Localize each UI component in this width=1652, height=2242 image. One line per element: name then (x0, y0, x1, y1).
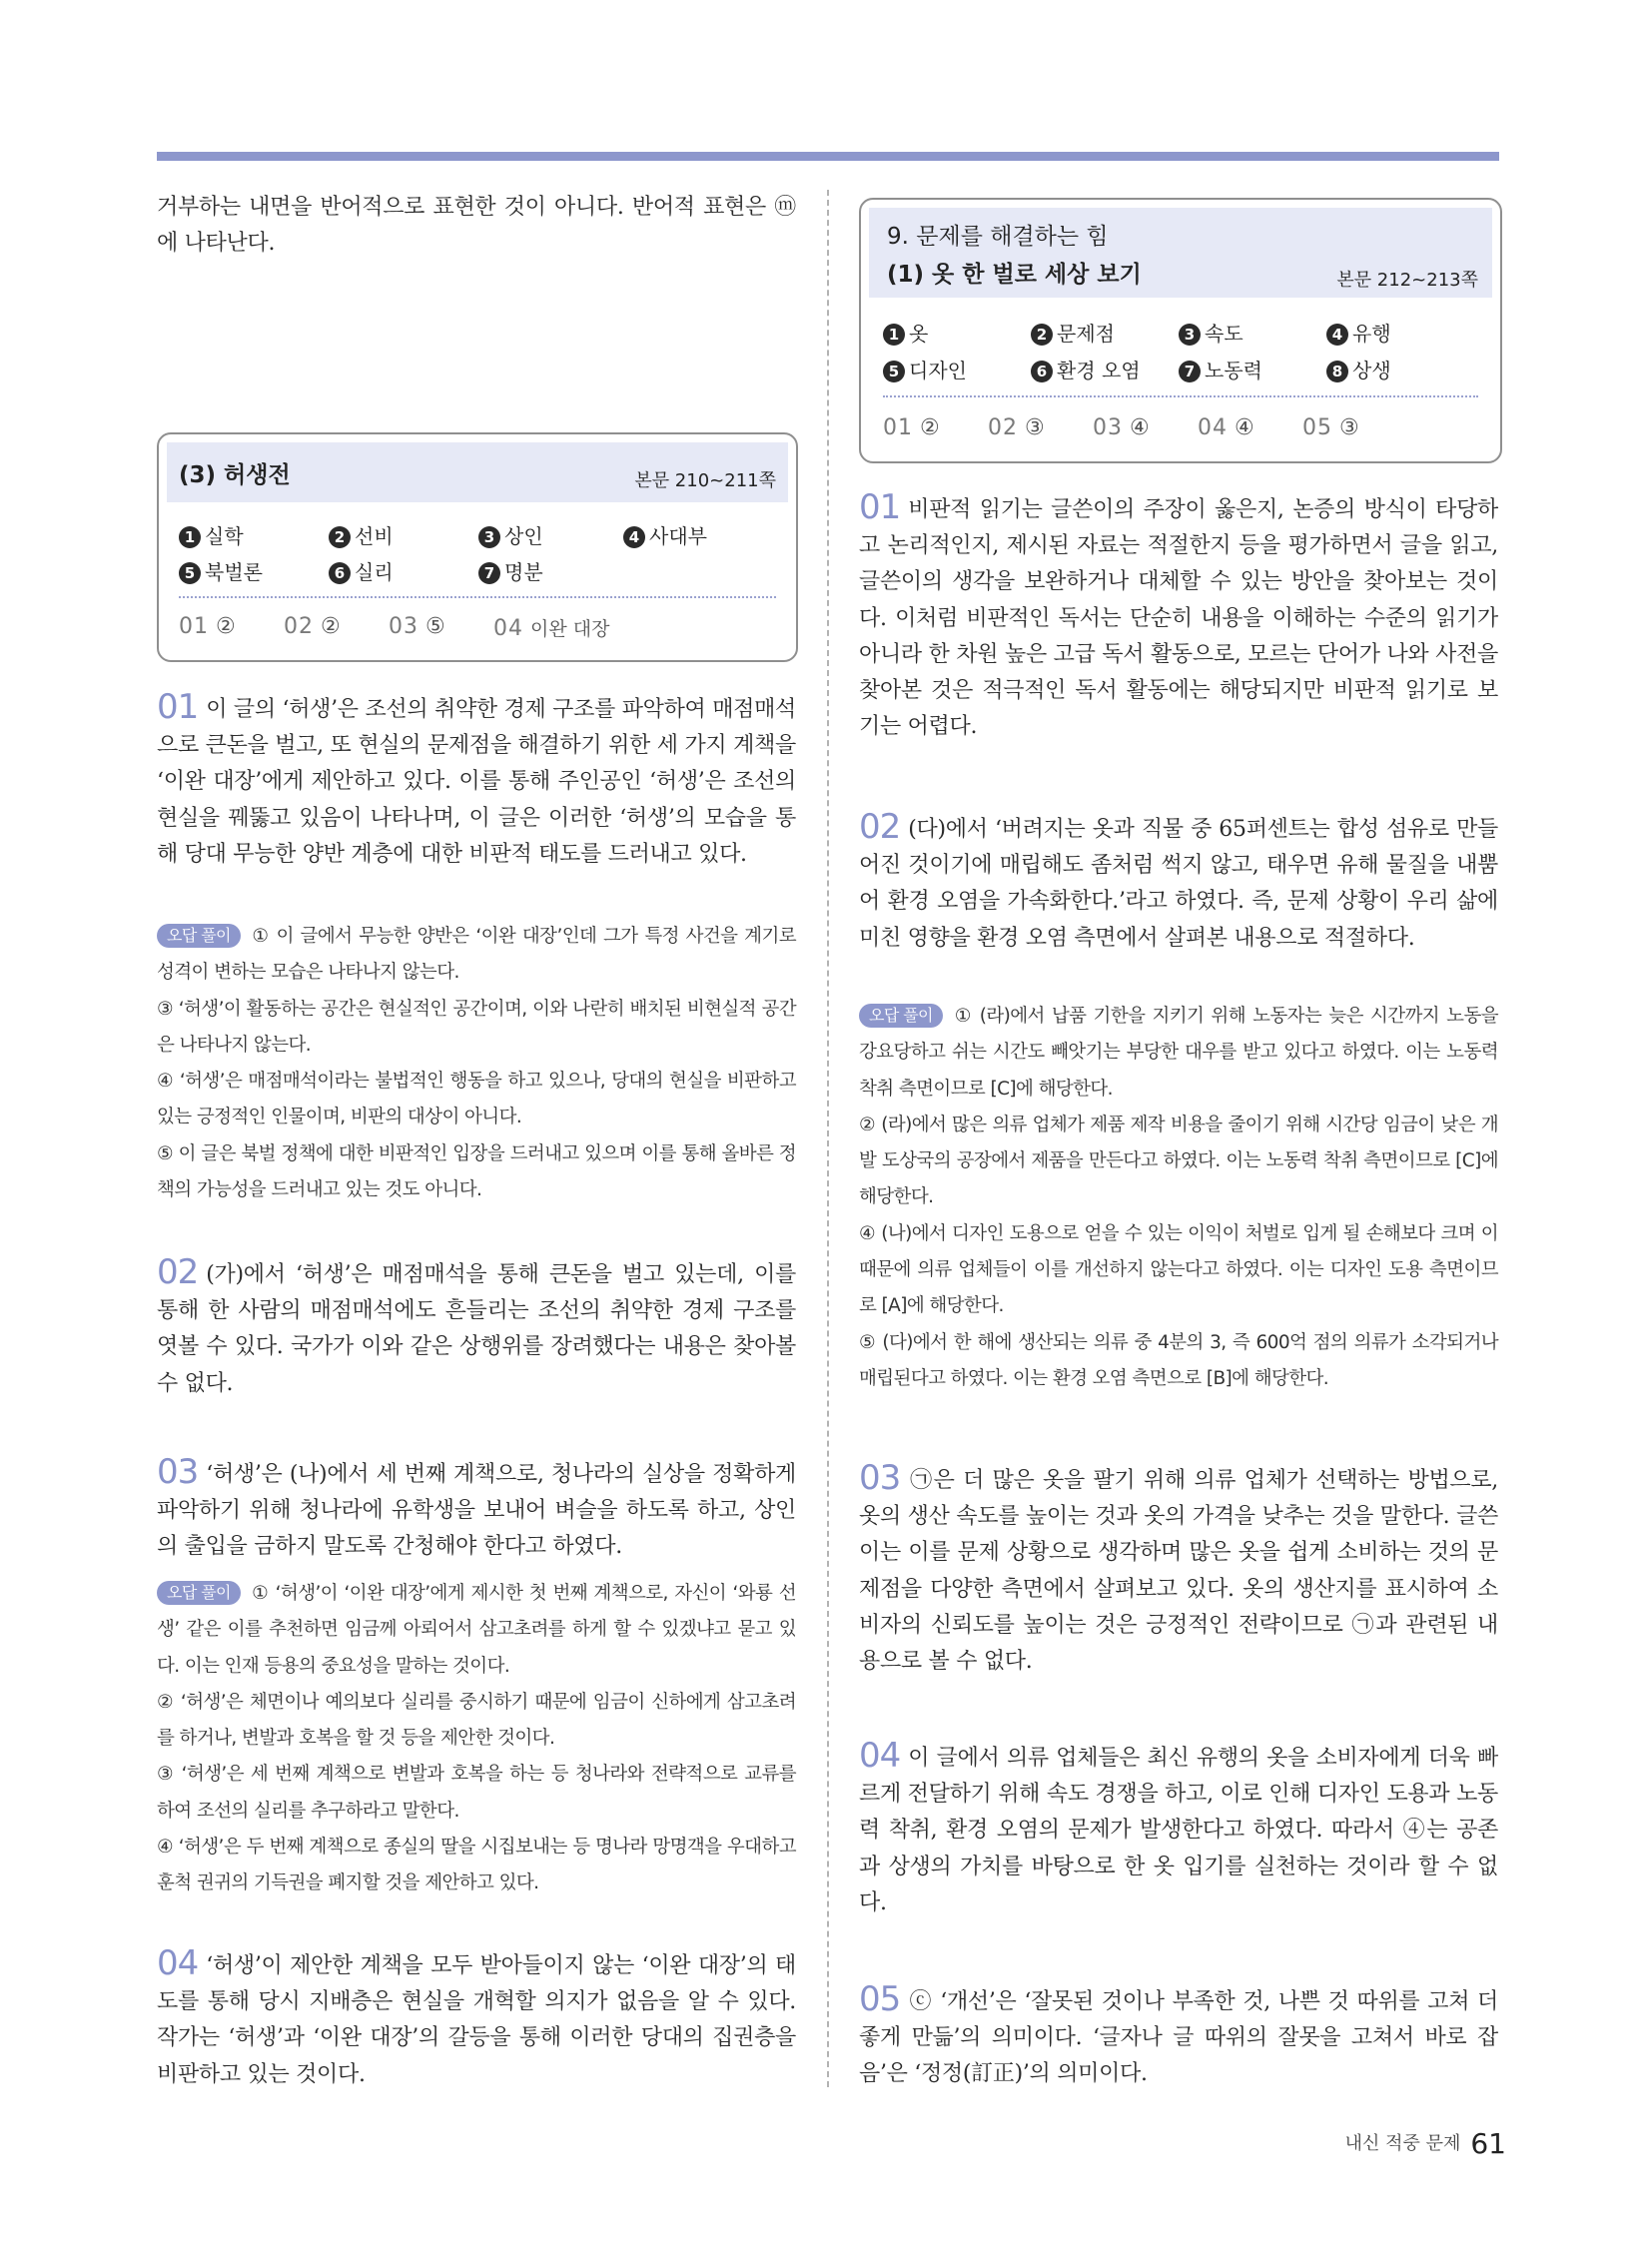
box-page-ref: 본문 210~211쪽 (634, 470, 776, 491)
wrong-answer-badge: 오답 풀이 (157, 1581, 241, 1605)
question-number: 03 (859, 1458, 901, 1498)
number-3-icon: 3 (1179, 324, 1201, 346)
box-page-ref: 본문 212~213쪽 (1336, 270, 1478, 291)
page-number: 61 (1470, 2127, 1506, 2160)
keyword-7: 7 노동력 (1179, 355, 1262, 383)
number-2-icon: 2 (1031, 324, 1053, 346)
left-q01: 01 이 글의 ‘허생’은 조선의 취약한 경제 구조를 파악하여 매점매석으로 큰돈을 벌고, 또 현실의 문제점을 해결하기 위한 세 가지 계책을 ‘이완 대장’에게 제안하고 있다. 이를 통해 주인공인 ‘허생’은 조선의 현실을 꿰뚫고 있음이 나타나며, 이 글은 이러한 ‘허생’의 모습을 통해 당대 무능한 양반 계층에 대한 비판적 태도를 드러내고 있다. (157, 687, 796, 867)
keyword-6: 6 환경 오염 (1031, 355, 1141, 383)
keyword-4: 4 사대부 (623, 520, 707, 549)
number-3-icon: 3 (478, 526, 500, 548)
answer-01: 01 ② (179, 614, 236, 639)
answer-box-clothes (859, 198, 1502, 463)
keyword-5: 5 디자인 (883, 355, 967, 383)
keyword-6: 6 실리 (329, 556, 394, 585)
keyword-1: 1 옷 (883, 318, 928, 347)
number-4-icon: 4 (1326, 324, 1348, 346)
answer-02: 02 ③ (988, 415, 1045, 440)
number-5-icon: 5 (883, 361, 905, 382)
keyword-2: 2 문제점 (1031, 318, 1115, 347)
answer-01: 01 ② (883, 415, 940, 440)
question-number: 03 (157, 1452, 199, 1492)
number-7-icon: 7 (478, 562, 500, 584)
right-q02-explanation: 오답 풀이 ① (라)에서 납품 기한을 지키기 위해 노동자는 늦은 시간까지 노동을 강요당하고 쉬는 시간도 빼앗기는 부당한 대우를 받고 있다고 하였다. 이는 노동력 착취 측면이므로 [C]에 해당한다. ② (라)에서 많은 의류 업체가 제품 제작 비용을 줄이기 위해 시간당 임금이 낮은 개발 도상국의 공장에서 제품을 만든다고 하였다. 이는 노동력 착취 측면이므로 [C]에 해당한다. ④ (나)에서 디자인 도용으로 얻을 수 있는 이익이 처벌로 입게 될 손해보다 크며 이 때문에 의류 업체들이 이를 개선하지 않는다고 하였다. 이는 디자인 도용 측면이므로 [A]에 해당한다. ⑤ (다)에서 한 해에 생산되는 의류 중 4분의 3, 즉 600억 점의 의류가 소각되거나 매립된다고 하였다. 이는 환경 오염 측면으로 [B]에 해당한다. (859, 1006, 1498, 1389)
keyword-3: 3 속도 (1179, 318, 1243, 347)
keyword-4: 4 유행 (1326, 318, 1391, 347)
left-q04: 04 ‘허생’이 제안한 계책을 모두 받아들이지 않는 ‘이완 대장’의 태도를 통해 당시 지배층은 현실을 개혁할 의지가 없음을 알 수 있다. 작가는 ‘허생’과 ‘이완 대장’의 갈등을 통해 이러한 당대의 집권층을 비판하고 있는 것이다. (157, 1943, 796, 2087)
number-1-icon: 1 (179, 526, 201, 548)
question-number: 01 (859, 487, 901, 527)
number-6-icon: 6 (329, 562, 351, 584)
keyword-1: 1 실학 (179, 520, 244, 549)
answer-03: 03 ⑤ (389, 614, 445, 639)
column-divider (827, 190, 829, 2087)
box-subtitle: 9. 문제를 해결하는 힘 (887, 224, 1109, 250)
dotted-separator (179, 596, 776, 598)
answer-box-heosaengjeon (157, 432, 798, 662)
question-number: 02 (859, 807, 901, 847)
keyword-5: 5 북벌론 (179, 556, 263, 585)
number-2-icon: 2 (329, 526, 351, 548)
box-title: (1) 옷 한 벌로 세상 보기 (887, 262, 1142, 288)
answer-02: 02 ② (284, 614, 341, 639)
question-number: 04 (157, 1943, 199, 1983)
answer-03: 03 ④ (1093, 415, 1150, 440)
number-1-icon: 1 (883, 324, 905, 346)
right-q05: 05 ⓒ ‘개선’은 ‘잘못된 것이나 부족한 것, 나쁜 것 따위를 고쳐 더 좋게 만듦’의 의미이다. ‘글자나 글 따위의 잘못을 고쳐서 바로 잡음’은 ‘정정(訂正)’의 의미이다. (859, 1979, 1498, 2087)
answer-04: 04 이완 대장 (493, 616, 610, 641)
left-q02: 02 (가)에서 ‘허생’은 매점매석을 통해 큰돈을 벌고 있는데, 이를 통해 한 사람의 매점매석에도 흔들리는 조선의 취약한 경제 구조를 엿볼 수 있다. 국가가 이와 같은 상행위를 장려했다는 내용은 찾아볼 수 없다. (157, 1252, 796, 1396)
box-title: (3) 허생전 (179, 462, 291, 488)
keyword-2: 2 선비 (329, 520, 394, 549)
left-q01-explanation: 오답 풀이 ① 이 글에서 무능한 양반은 ‘이완 대장’인데 그가 특정 사건을 계기로 성격이 변하는 모습은 나타나지 않는다. ③ ‘허생’이 활동하는 공간은 현실적인 공간이며, 이와 나란히 배치된 비현실적 공간은 나타나지 않는다. ④ ‘허생’은 매점매석이라는 불법적인 행동을 하고 있으나, 당대의 현실을 비판하고 있는 긍정적인 인물이며, 비판의 대상이 아니다. ⑤ 이 글은 북벌 정책에 대한 비판적인 입장을 드러내고 있으며 이를 통해 올바른 정책의 가능성을 드러내고 있는 것도 아니다. (157, 926, 796, 1201)
wrong-answer-badge: 오답 풀이 (157, 924, 241, 948)
right-q02: 02 (다)에서 ‘버려지는 옷과 직물 중 65퍼센트는 합성 섬유로 만들어진 것이기에 매립해도 좀처럼 썩지 않고, 태우면 유해 물질을 내뿜어 환경 오염을 가속화한다.’라고 하였다. 즉, 문제 상황이 우리 삶에 미친 영향을 환경 오염 측면에서 살펴본 내용으로 적절하다. (859, 807, 1498, 951)
number-7-icon: 7 (1179, 361, 1201, 382)
question-number: 02 (157, 1252, 199, 1292)
dotted-separator (883, 395, 1478, 397)
right-q01: 01 비판적 읽기는 글쓴이의 주장이 옳은지, 논증의 방식이 타당하고 논리적인지, 제시된 자료는 적절한지 등을 평가하면서 글을 읽고, 글쓴이의 생각을 보완하거나 대체할 수 있는 방안을 찾아보는 것이다. 이처럼 비판적인 독서는 단순히 내용을 이해하는 수준의 읽기가 아니라 한 차원 높은 고급 독서 활동으로, 모르는 단어가 나와 사전을 찾아본 것은 적극적인 독서 활동에는 해당되지만 비판적 읽기로 보기는 어렵다. (859, 487, 1498, 740)
answer-04: 04 ④ (1198, 415, 1254, 440)
answer-05: 05 ③ (1302, 415, 1359, 440)
number-5-icon: 5 (179, 562, 201, 584)
wrong-answer-badge: 오답 풀이 (859, 1004, 943, 1028)
keyword-3: 3 상인 (478, 520, 543, 549)
left-q03: 03 ‘허생’은 (나)에서 세 번째 계책으로, 청나라의 실상을 정확하게 파악하기 위해 청나라에 유학생을 보내어 벼슬을 하도록 하고, 상인의 출입을 금하지 말도록 간청해야 한다고 하였다. (157, 1452, 796, 1560)
number-8-icon: 8 (1326, 361, 1348, 382)
right-q03: 03 ㉠은 더 많은 옷을 팔기 위해 의류 업체가 선택하는 방법으로, 옷의 생산 속도를 높이는 것과 옷의 가격을 낮추는 것을 말한다. 글쓴이는 이를 문제 상황으로 생각하며 많은 옷을 쉽게 소비하는 것의 문제점을 다양한 측면에서 살펴보고 있다. 옷의 생산지를 표시하여 소비자의 신뢰도를 높이는 것은 긍정적인 전략이므로 ㉠과 관련된 내용으로 볼 수 없다. (859, 1458, 1498, 1675)
left-q03-explanation: 오답 풀이 ① ‘허생’이 ‘이완 대장’에게 제시한 첫 번째 계책으로, 자신이 ‘와룡 선생’ 같은 이를 추천하면 임금께 아뢰어서 삼고초려를 하게 할 수 있겠냐고 묻고 있다. 이는 인재 등용의 중요성을 말하는 것이다. ② ‘허생’은 체면이나 예의보다 실리를 중시하기 때문에 임금이 신하에게 삼고초려를 하거나, 변발과 호복을 할 것 등을 제안한 것이다. ③ ‘허생’은 세 번째 계책으로 변발과 호복을 하는 등 청나라와 전략적으로 교류를 하여 조선의 실리를 추구하라고 말한다. ④ ‘허생’은 두 번째 계책으로 종실의 딸을 시집보내는 등 명나라 망명객을 우대하고 훈척 권귀의 기득권을 폐지할 것을 제안하고 있다. (157, 1583, 796, 1894)
question-number: 01 (157, 687, 199, 727)
question-number: 05 (859, 1979, 901, 2019)
right-q04: 04 이 글에서 의류 업체들은 최신 유행의 옷을 소비자에게 더욱 빠르게 전달하기 위해 속도 경쟁을 하고, 이로 인해 디자인 도용과 노동력 착취, 환경 오염의 문제가 발생한다고 하였다. 따라서 ④는 공존과 상생의 가치를 바탕으로 한 옷 입기를 실천하는 것이라 할 수 없다. (859, 1736, 1498, 1915)
number-6-icon: 6 (1031, 361, 1053, 382)
number-4-icon: 4 (623, 526, 645, 548)
left-intro: 거부하는 내면을 반어적으로 표현한 것이 아니다. 반어적 표현은 ⓜ에 나타난다. (157, 195, 796, 257)
question-number: 04 (859, 1736, 901, 1776)
keyword-7: 7 명분 (478, 556, 543, 585)
footer-label: 내신 적중 문제 (1344, 2133, 1461, 2154)
top-rule (157, 152, 1499, 161)
page-footer (1345, 2127, 1506, 2160)
keyword-8: 8 상생 (1326, 355, 1391, 383)
